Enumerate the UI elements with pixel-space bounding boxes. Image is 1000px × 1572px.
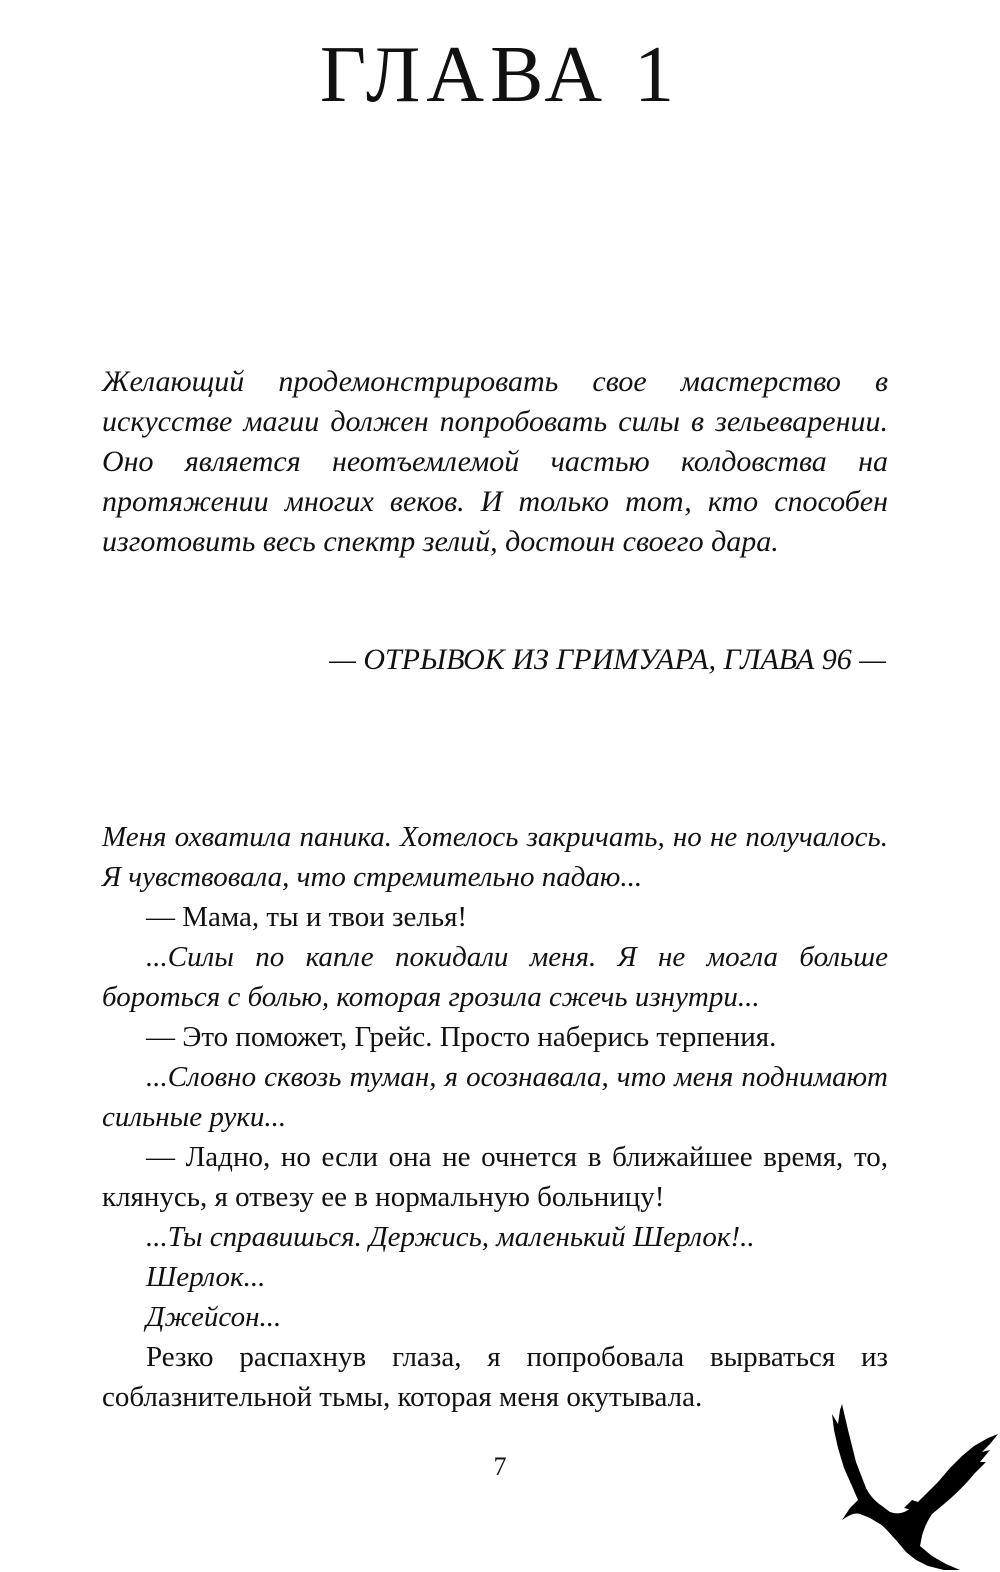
paragraph: ...Силы по капле покидали меня. Я не могла больше бороться с болью, которая грозила сжечь изнутри... [102,941,888,1013]
chapter-title: ГЛАВА 1 [319,31,681,119]
paragraph: Резко распахнув глаза, я попробовала вырваться из соблазнительной тьмы, которая меня окутывала. [102,1341,888,1413]
paragraph: ...Словно сквозь туман, я осознавала, что меня поднимают сильные руки... [102,1061,888,1133]
paragraph: Джейсон... [146,1301,282,1333]
raven-icon [820,1400,1000,1572]
dialogue-line: — Ладно, но если она не очнется в ближайшее время, то, клянусь, я отвезу ее в нормальную больницу! [102,1141,888,1213]
paragraph: Меня охватила паника. Хотелось закричать, но не получалось. Я чувствовала, что стремительно падаю... [102,821,888,893]
body-text [102,817,888,1417]
paragraph: ...Ты справишься. Держись, маленький Шерлок!.. [146,1221,755,1253]
epigraph-text: Желающий продемонстрировать свое мастерство в искусстве магии должен попробовать силы в зельеварении. Оно является неотъемлемой частью колдовства на протяжении многих веков. И только тот, кто способен изготовить весь спектр зелий, достоин своего дара. [102,365,888,558]
dialogue-line: — Мама, ты и твои зелья! [146,901,468,933]
dialogue-line: — Это поможет, Грейс. Просто наберись терпения. [146,1021,777,1053]
page-number: 7 [493,1452,507,1481]
paragraph: Шерлок... [146,1261,266,1293]
epigraph-source: — ОТРЫВОК ИЗ ГРИМУАРА, ГЛАВА 96 — [329,643,886,676]
